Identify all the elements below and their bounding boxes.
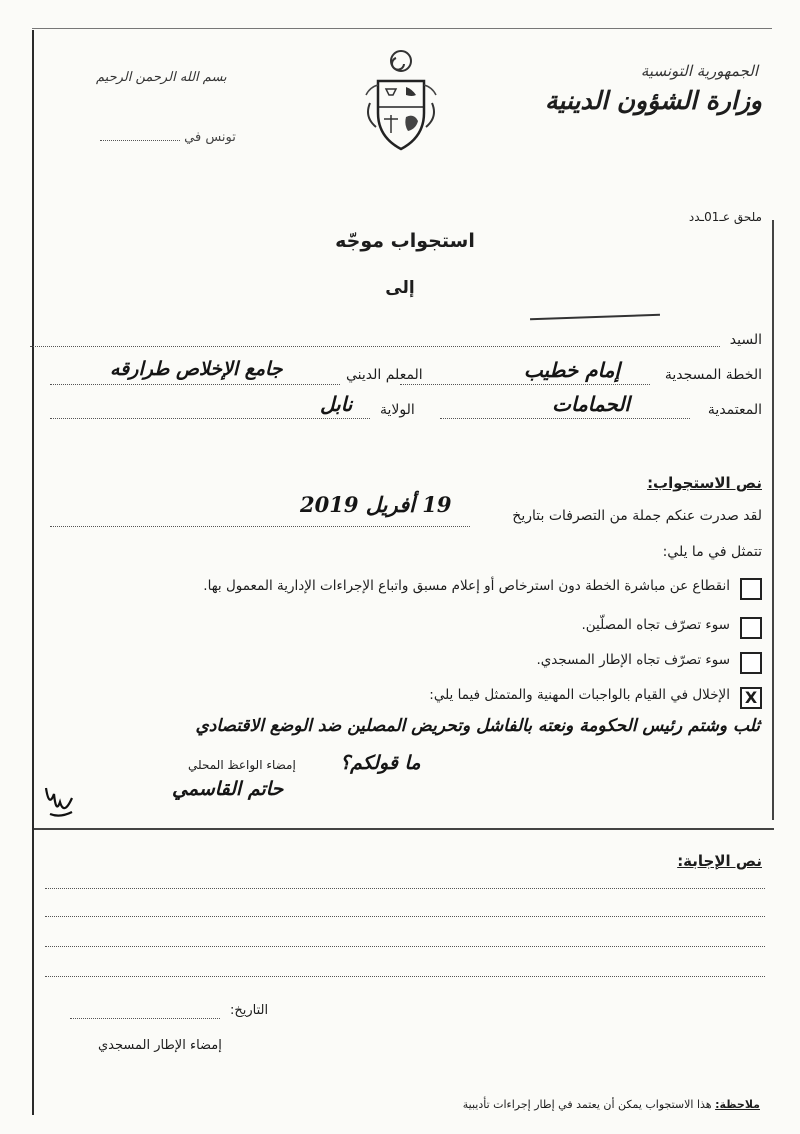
response-line-1[interactable]	[45, 888, 765, 889]
sayed-dots	[30, 346, 720, 347]
delegation-value: الحمامات	[552, 392, 630, 416]
coat-of-arms-icon	[360, 45, 442, 157]
handwritten-details-line2: ما قولكم؟	[340, 752, 421, 774]
response-date-dots[interactable]	[70, 1018, 220, 1019]
mosque-staff-signature-label: إمضاء الإطار المسجدي	[98, 1038, 222, 1053]
checkbox-mark: X	[744, 688, 758, 707]
state-value: نابل	[320, 392, 353, 416]
annex-number: ملحق عـ01ـدد	[688, 210, 762, 224]
handwritten-details-line1: ثلب وشتم رئيس الحكومة ونعته بالفاشل وتحريض المصلين ضد الوضع الاقتصادي	[195, 716, 760, 736]
checkbox-absence[interactable]	[740, 578, 762, 600]
position-label: الخطة المسجدية	[664, 367, 762, 383]
item-duties-breach-text: الإخلال في القيام بالواجبات المهنية والمتمثل فيما يلي:	[429, 687, 730, 703]
state-label: الولاية	[380, 402, 415, 418]
local-preacher-signature-label: إمضاء الواعظ المحلي	[188, 758, 296, 772]
signature-scribble-icon	[42, 780, 78, 822]
inquiry-heading: نص الاستجواب:	[647, 474, 762, 492]
note-text: هذا الاستجواب يمكن أن يعتمد في إطار إجراءات تأديبية	[462, 1098, 712, 1111]
document-title: استجواب موجّه	[335, 230, 475, 252]
place-date-dots	[100, 140, 180, 141]
country-name: الجمهورية التونسية	[640, 62, 758, 80]
response-heading: نص الإجابة:	[677, 852, 762, 870]
top-border	[32, 28, 772, 29]
list-intro: تتمثل في ما يلي:	[662, 544, 762, 560]
response-line-4[interactable]	[45, 976, 765, 977]
ministry-name: وزارة الشؤون الدينية	[544, 86, 762, 115]
handwritten-stroke	[530, 314, 660, 321]
position-value: إمام خطيب	[523, 358, 620, 382]
note-label: ملاحظة:	[715, 1098, 760, 1111]
position-dots	[400, 384, 650, 385]
basmala: بسم الله الرحمن الرحيم	[96, 70, 227, 85]
checkbox-conduct-worshippers[interactable]	[740, 617, 762, 639]
inquiry-intro: لقد صدرت عنكم جملة من التصرفات بتاريخ	[512, 508, 762, 524]
addressee-to: إلى	[385, 278, 415, 298]
checkbox-conduct-staff[interactable]	[740, 652, 762, 674]
item-conduct-staff-text: سوء تصرّف تجاه الإطار المسجدي.	[536, 652, 730, 668]
footer-note	[463, 1098, 760, 1111]
checkbox-duties-breach[interactable]	[740, 687, 762, 709]
response-line-3[interactable]	[45, 946, 765, 947]
monument-value: جامع الإخلاص طرارقه	[110, 358, 283, 380]
monument-label: المعلم الديني	[346, 367, 423, 383]
response-line-2[interactable]	[45, 916, 765, 917]
sayed-label: السيد	[729, 332, 762, 348]
item-conduct-worshippers-text: سوء تصرّف تجاه المصلّين.	[581, 617, 730, 633]
inquiry-date: 19 أفريل 2019	[300, 492, 452, 517]
section-separator	[34, 828, 774, 830]
state-dots	[50, 418, 370, 419]
monument-dots	[50, 384, 340, 385]
inquiry-intro-dots	[50, 526, 470, 527]
delegation-dots	[440, 418, 690, 419]
item-absence-text: انقطاع عن مباشرة الخطة دون استرخاص أو إعلام مسبق واتباع الإجراءات الإدارية المعمول بها.	[203, 578, 730, 594]
delegation-label: المعتمدية	[707, 402, 762, 418]
place-date-label: تونس في	[184, 130, 236, 145]
left-border	[32, 30, 34, 1115]
right-border	[772, 220, 774, 820]
local-preacher-signature-name: حاتم القاسمي	[172, 778, 284, 800]
place-date	[100, 130, 236, 145]
response-date-label: التاريخ:	[230, 1003, 269, 1018]
